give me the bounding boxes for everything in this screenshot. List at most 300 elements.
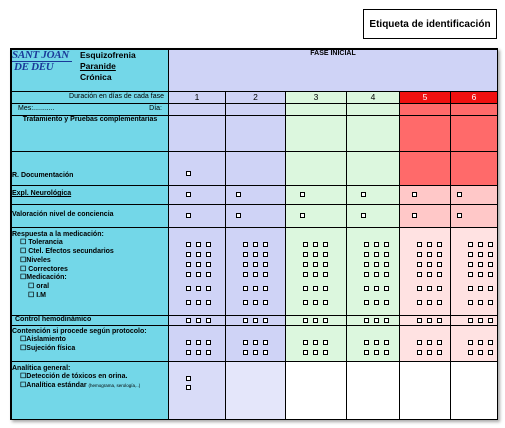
checkbox[interactable] <box>186 300 191 305</box>
checkbox[interactable] <box>364 262 369 267</box>
day-number-3: 3 <box>286 92 347 104</box>
hemodynamic-checks-6 <box>451 315 498 325</box>
checkbox[interactable] <box>488 272 493 277</box>
checkbox[interactable] <box>468 300 473 305</box>
checkbox[interactable] <box>313 350 318 355</box>
checkbox[interactable] <box>364 340 369 345</box>
checkbox[interactable] <box>374 286 379 291</box>
checkbox[interactable] <box>313 242 318 247</box>
checkbox[interactable] <box>412 213 417 218</box>
checkbox-row <box>347 348 399 358</box>
documentation-row <box>12 151 498 185</box>
checkbox[interactable] <box>374 252 379 257</box>
checkbox[interactable] <box>186 213 191 218</box>
checkbox[interactable] <box>313 340 318 345</box>
checkbox[interactable] <box>323 262 328 267</box>
medication-checks-6 <box>451 227 498 315</box>
medication-response-title: Respuesta a la medicación: <box>12 230 104 238</box>
checkbox-row <box>400 250 450 260</box>
empty-cell <box>226 151 286 185</box>
checkbox-row <box>451 270 497 280</box>
medication-response-label-cell <box>12 227 169 315</box>
checkbox[interactable] <box>374 318 379 323</box>
checkbox[interactable] <box>427 262 432 267</box>
checkbox[interactable] <box>364 300 369 305</box>
checkbox-row <box>226 338 285 348</box>
checkbox-row <box>286 240 346 250</box>
checkbox[interactable] <box>313 252 318 257</box>
checkbox[interactable] <box>253 262 258 267</box>
checkbox[interactable] <box>186 242 191 247</box>
checkbox[interactable] <box>263 350 268 355</box>
checkbox[interactable] <box>300 192 305 197</box>
duration-label: Duración en días de cada fase <box>12 92 169 104</box>
empty-cell <box>347 151 400 185</box>
care-pathway-table <box>11 49 498 420</box>
checkbox[interactable] <box>186 286 191 291</box>
checkbox[interactable] <box>206 286 211 291</box>
checkbox[interactable] <box>427 242 432 247</box>
checkbox[interactable] <box>364 318 369 323</box>
checkbox-row <box>286 260 346 270</box>
checkbox[interactable] <box>323 252 328 257</box>
duration-row <box>12 92 498 104</box>
toxicology-item: ☐Detección de tóxicos en orina. <box>20 373 128 381</box>
checkbox[interactable] <box>196 252 201 257</box>
checkbox[interactable] <box>384 252 389 257</box>
checkbox[interactable] <box>263 242 268 247</box>
checkbox[interactable] <box>263 340 268 345</box>
checkbox[interactable] <box>186 376 191 381</box>
checkbox-row <box>169 250 225 260</box>
checkbox[interactable] <box>206 318 211 323</box>
checkbox-row <box>286 316 346 324</box>
checkbox[interactable] <box>303 318 308 323</box>
checkbox[interactable] <box>243 262 248 267</box>
checkbox[interactable] <box>364 272 369 277</box>
treatment-cell-3 <box>286 115 347 151</box>
date-field-2[interactable] <box>226 103 286 115</box>
checkbox-row <box>347 270 399 280</box>
checkbox-row <box>347 338 399 348</box>
checkbox[interactable] <box>468 262 473 267</box>
checkbox-row <box>347 260 399 270</box>
checkbox[interactable] <box>303 286 308 291</box>
checkbox[interactable] <box>323 286 328 291</box>
checkbox-row <box>347 240 399 250</box>
checkbox-row <box>451 298 497 308</box>
containment-checks-2 <box>226 325 286 361</box>
checkbox-row <box>347 298 399 308</box>
checkbox-row <box>226 270 285 280</box>
tolerance-item: ☐ Tolerancia <box>20 239 63 247</box>
checkbox[interactable] <box>263 272 268 277</box>
checkbox-row <box>347 316 399 324</box>
checkbox[interactable] <box>488 286 493 291</box>
checkbox[interactable] <box>361 213 366 218</box>
checkbox[interactable] <box>417 340 422 345</box>
checkbox[interactable] <box>243 340 248 345</box>
identification-label: Etiqueta de identificación <box>363 9 497 39</box>
medication-item: ☐Medicación: <box>20 274 67 282</box>
checkbox-row <box>286 284 346 294</box>
consciousness-label: Valoración nivel de conciencia <box>12 211 114 219</box>
checkbox[interactable] <box>263 318 268 323</box>
date-field-4[interactable] <box>347 103 400 115</box>
checkbox[interactable] <box>323 272 328 277</box>
checkbox-row <box>169 270 225 280</box>
checkbox[interactable] <box>303 350 308 355</box>
checkbox[interactable] <box>427 318 432 323</box>
checkbox[interactable] <box>427 340 432 345</box>
checkbox[interactable] <box>488 252 493 257</box>
checkbox[interactable] <box>427 300 432 305</box>
checkbox[interactable] <box>488 300 493 305</box>
checkbox[interactable] <box>468 340 473 345</box>
checkbox[interactable] <box>437 300 442 305</box>
checkbox[interactable] <box>243 350 248 355</box>
checkbox[interactable] <box>417 272 422 277</box>
checkbox[interactable] <box>384 286 389 291</box>
checkbox[interactable] <box>478 252 483 257</box>
checkbox[interactable] <box>457 213 462 218</box>
checkbox[interactable] <box>253 242 258 247</box>
date-cell <box>12 103 169 115</box>
checkbox-row <box>226 250 285 260</box>
checkbox-row <box>451 260 497 270</box>
checkbox[interactable] <box>417 262 422 267</box>
checkbox[interactable] <box>196 318 201 323</box>
header-row <box>12 50 498 92</box>
care-pathway-sheet <box>10 48 498 420</box>
containment-label-cell <box>12 325 169 361</box>
checkbox[interactable] <box>468 272 473 277</box>
day-number-1: 1 <box>169 92 226 104</box>
checkbox[interactable] <box>417 300 422 305</box>
checkbox[interactable] <box>364 350 369 355</box>
hemodynamic-checks-3 <box>286 315 347 325</box>
checkbox-row <box>169 284 225 294</box>
checkbox[interactable] <box>374 300 379 305</box>
checkbox[interactable] <box>196 340 201 345</box>
checkbox[interactable] <box>417 286 422 291</box>
empty-cell <box>400 361 451 419</box>
treatment-cell-6 <box>451 115 498 151</box>
lab-tests-checks-1 <box>169 361 226 419</box>
day-label: Día: <box>149 104 162 112</box>
checkbox[interactable] <box>468 242 473 247</box>
checkbox[interactable] <box>427 252 432 257</box>
checkbox[interactable] <box>313 300 318 305</box>
checkbox[interactable] <box>303 340 308 345</box>
checkbox[interactable] <box>478 340 483 345</box>
checkbox[interactable] <box>196 300 201 305</box>
checkbox[interactable] <box>303 252 308 257</box>
checkbox[interactable] <box>206 262 211 267</box>
checkbox[interactable] <box>196 262 201 267</box>
checkbox[interactable] <box>478 300 483 305</box>
checkbox[interactable] <box>488 262 493 267</box>
checkbox[interactable] <box>364 286 369 291</box>
checkbox[interactable] <box>384 242 389 247</box>
checkbox[interactable] <box>236 213 241 218</box>
checkbox[interactable] <box>196 286 201 291</box>
checkbox[interactable] <box>478 318 483 323</box>
checkbox[interactable] <box>253 340 258 345</box>
checkbox[interactable] <box>437 262 442 267</box>
checkbox[interactable] <box>253 350 258 355</box>
checkbox[interactable] <box>374 242 379 247</box>
checkbox[interactable] <box>206 272 211 277</box>
checkbox[interactable] <box>478 242 483 247</box>
checkbox[interactable] <box>243 318 248 323</box>
checkbox[interactable] <box>303 262 308 267</box>
checkbox[interactable] <box>384 300 389 305</box>
checkbox[interactable] <box>384 262 389 267</box>
medication-checks-4 <box>347 227 400 315</box>
consciousness-row <box>12 204 498 227</box>
date-field-3[interactable] <box>286 103 347 115</box>
neuro-exam-row <box>12 185 498 204</box>
oral-item: ☐ oral <box>28 283 50 291</box>
treatment-cell-5 <box>400 115 451 151</box>
standard-lab-item: ☐Analítica estándar <box>20 382 87 390</box>
checkbox[interactable] <box>488 318 493 323</box>
hemodynamic-checks-1 <box>169 315 226 325</box>
checkbox[interactable] <box>300 213 305 218</box>
checkbox[interactable] <box>263 286 268 291</box>
treatment-cell-4 <box>347 115 400 151</box>
checkbox[interactable] <box>384 340 389 345</box>
documentation-label-cell <box>12 151 169 185</box>
checkbox[interactable] <box>186 171 191 176</box>
isolation-item: ☐Aislamiento <box>20 336 66 344</box>
checkbox[interactable] <box>206 252 211 257</box>
checkbox[interactable] <box>488 242 493 247</box>
treatment-cell-2 <box>226 115 286 151</box>
checkbox-row <box>400 284 450 294</box>
checkbox[interactable] <box>206 242 211 247</box>
empty-cell <box>286 361 347 419</box>
documentation-label: R. Documentación <box>12 171 74 179</box>
date-field-1[interactable] <box>169 103 226 115</box>
checkbox-row <box>286 270 346 280</box>
checkbox[interactable] <box>417 350 422 355</box>
checkbox[interactable] <box>243 242 248 247</box>
medication-response-row <box>12 227 498 315</box>
checkbox[interactable] <box>488 350 493 355</box>
checkbox[interactable] <box>186 252 191 257</box>
checkbox[interactable] <box>374 272 379 277</box>
checkbox[interactable] <box>303 242 308 247</box>
restraint-item: ☐Sujeción física <box>20 345 76 353</box>
logo-diagnosis-cell <box>12 50 169 92</box>
checkbox[interactable] <box>374 350 379 355</box>
medication-checks-3 <box>286 227 347 315</box>
checkbox-row <box>286 298 346 308</box>
checkbox[interactable] <box>437 340 442 345</box>
checkbox-row <box>169 260 225 270</box>
empty-cell <box>286 151 347 185</box>
checkbox[interactable] <box>186 318 191 323</box>
date-field-5[interactable] <box>400 103 451 115</box>
checkbox[interactable] <box>313 318 318 323</box>
im-item: ☐ I.M <box>28 291 46 299</box>
checkbox-row <box>400 348 450 358</box>
hemodynamic-label: Control hemodinámico <box>12 315 169 325</box>
neuro-exam-label: Expl. Neurológica <box>12 190 72 198</box>
checkbox[interactable] <box>243 286 248 291</box>
checkbox[interactable] <box>263 300 268 305</box>
medication-checks-5 <box>400 227 451 315</box>
checkbox[interactable] <box>243 272 248 277</box>
checkbox-row <box>451 240 497 250</box>
diagnosis-line-1: Esquizofrenia <box>79 50 136 60</box>
checkbox-row <box>226 298 285 308</box>
checkbox[interactable] <box>186 272 191 277</box>
checkbox[interactable] <box>437 242 442 247</box>
containment-checks-5 <box>400 325 451 361</box>
checkbox[interactable] <box>384 318 389 323</box>
checkbox[interactable] <box>384 272 389 277</box>
checkbox-row <box>226 260 285 270</box>
checkbox[interactable] <box>364 242 369 247</box>
checkbox[interactable] <box>364 252 369 257</box>
medication-checks-1 <box>169 227 226 315</box>
phase-title: FASE INICIAL <box>169 50 498 92</box>
checkbox[interactable] <box>437 318 442 323</box>
month-label: Mes:........... <box>18 104 55 112</box>
hemodynamic-row <box>12 315 498 325</box>
checkbox[interactable] <box>323 340 328 345</box>
checkbox[interactable] <box>196 350 201 355</box>
empty-cell <box>226 361 286 419</box>
checkbox[interactable] <box>468 286 473 291</box>
checkbox[interactable] <box>437 350 442 355</box>
checkbox[interactable] <box>253 300 258 305</box>
checkbox-row <box>451 316 497 324</box>
correctors-item: ☐ Correctores <box>20 265 68 273</box>
checkbox[interactable] <box>468 318 473 323</box>
date-field-6[interactable] <box>451 103 498 115</box>
checkbox-row <box>286 250 346 260</box>
checkbox[interactable] <box>437 286 442 291</box>
treatment-cell-1 <box>169 115 226 151</box>
checkbox[interactable] <box>427 286 432 291</box>
checkbox[interactable] <box>186 262 191 267</box>
checkbox[interactable] <box>323 300 328 305</box>
checkbox[interactable] <box>437 252 442 257</box>
checkbox[interactable] <box>253 286 258 291</box>
checkbox[interactable] <box>468 252 473 257</box>
date-row <box>12 103 498 115</box>
diagnosis <box>80 50 136 83</box>
hemodynamic-checks-2 <box>226 315 286 325</box>
checkbox[interactable] <box>374 340 379 345</box>
checkbox[interactable] <box>186 192 191 197</box>
checkbox[interactable] <box>478 272 483 277</box>
consciousness-label-cell <box>12 204 169 227</box>
checkbox[interactable] <box>253 252 258 257</box>
checkbox[interactable] <box>384 350 389 355</box>
containment-checks-6 <box>451 325 498 361</box>
checkbox[interactable] <box>263 262 268 267</box>
checkbox[interactable] <box>263 252 268 257</box>
checkbox[interactable] <box>323 318 328 323</box>
checkbox[interactable] <box>236 192 241 197</box>
checkbox[interactable] <box>478 262 483 267</box>
checkbox-row <box>169 240 225 250</box>
day-number-5: 5 <box>400 92 451 104</box>
empty-cell <box>451 361 498 419</box>
checkbox-row <box>169 338 225 348</box>
checkbox-row <box>400 298 450 308</box>
checkbox[interactable] <box>186 350 191 355</box>
checkbox[interactable] <box>488 340 493 345</box>
lab-tests-row <box>12 361 498 419</box>
checkbox[interactable] <box>478 286 483 291</box>
checkbox[interactable] <box>253 272 258 277</box>
checkbox[interactable] <box>313 272 318 277</box>
checkbox[interactable] <box>303 300 308 305</box>
hemodynamic-checks-4 <box>347 315 400 325</box>
checkbox[interactable] <box>417 242 422 247</box>
checkbox[interactable] <box>323 242 328 247</box>
checkbox[interactable] <box>361 192 366 197</box>
checkbox-row <box>451 338 497 348</box>
checkbox[interactable] <box>206 350 211 355</box>
hospital-logo <box>12 50 70 76</box>
checkbox-row <box>169 348 225 358</box>
containment-title: Contención si procede según protocolo: <box>12 327 147 335</box>
checkbox[interactable] <box>206 300 211 305</box>
checkbox[interactable] <box>417 252 422 257</box>
empty-cell <box>400 151 451 185</box>
checkbox[interactable] <box>313 262 318 267</box>
checkbox-row <box>169 298 225 308</box>
checkbox[interactable] <box>303 272 308 277</box>
checkbox[interactable] <box>186 340 191 345</box>
checkbox[interactable] <box>323 350 328 355</box>
checkbox[interactable] <box>417 318 422 323</box>
checkbox[interactable] <box>427 350 432 355</box>
checkbox[interactable] <box>186 385 191 390</box>
checkbox[interactable] <box>374 262 379 267</box>
checkbox[interactable] <box>206 340 211 345</box>
checkbox[interactable] <box>196 242 201 247</box>
checkbox[interactable] <box>196 272 201 277</box>
checkbox[interactable] <box>478 350 483 355</box>
checkbox-row <box>169 316 225 324</box>
lab-tests-label-cell <box>12 361 169 419</box>
checkbox[interactable] <box>412 192 417 197</box>
checkbox[interactable] <box>253 318 258 323</box>
checkbox[interactable] <box>313 286 318 291</box>
empty-cell <box>451 151 498 185</box>
empty-cell <box>347 361 400 419</box>
day-number-4: 4 <box>347 92 400 104</box>
checkbox[interactable] <box>457 192 462 197</box>
lab-tests-title: Analítica general: <box>12 364 71 372</box>
standard-lab-note: (hemograma, serología,..) <box>88 383 141 389</box>
checkbox[interactable] <box>243 300 248 305</box>
checkbox[interactable] <box>468 350 473 355</box>
checkbox-row <box>226 316 285 324</box>
checkbox[interactable] <box>243 252 248 257</box>
checkbox[interactable] <box>437 272 442 277</box>
checkbox[interactable] <box>427 272 432 277</box>
treatment-header-row <box>12 115 498 151</box>
